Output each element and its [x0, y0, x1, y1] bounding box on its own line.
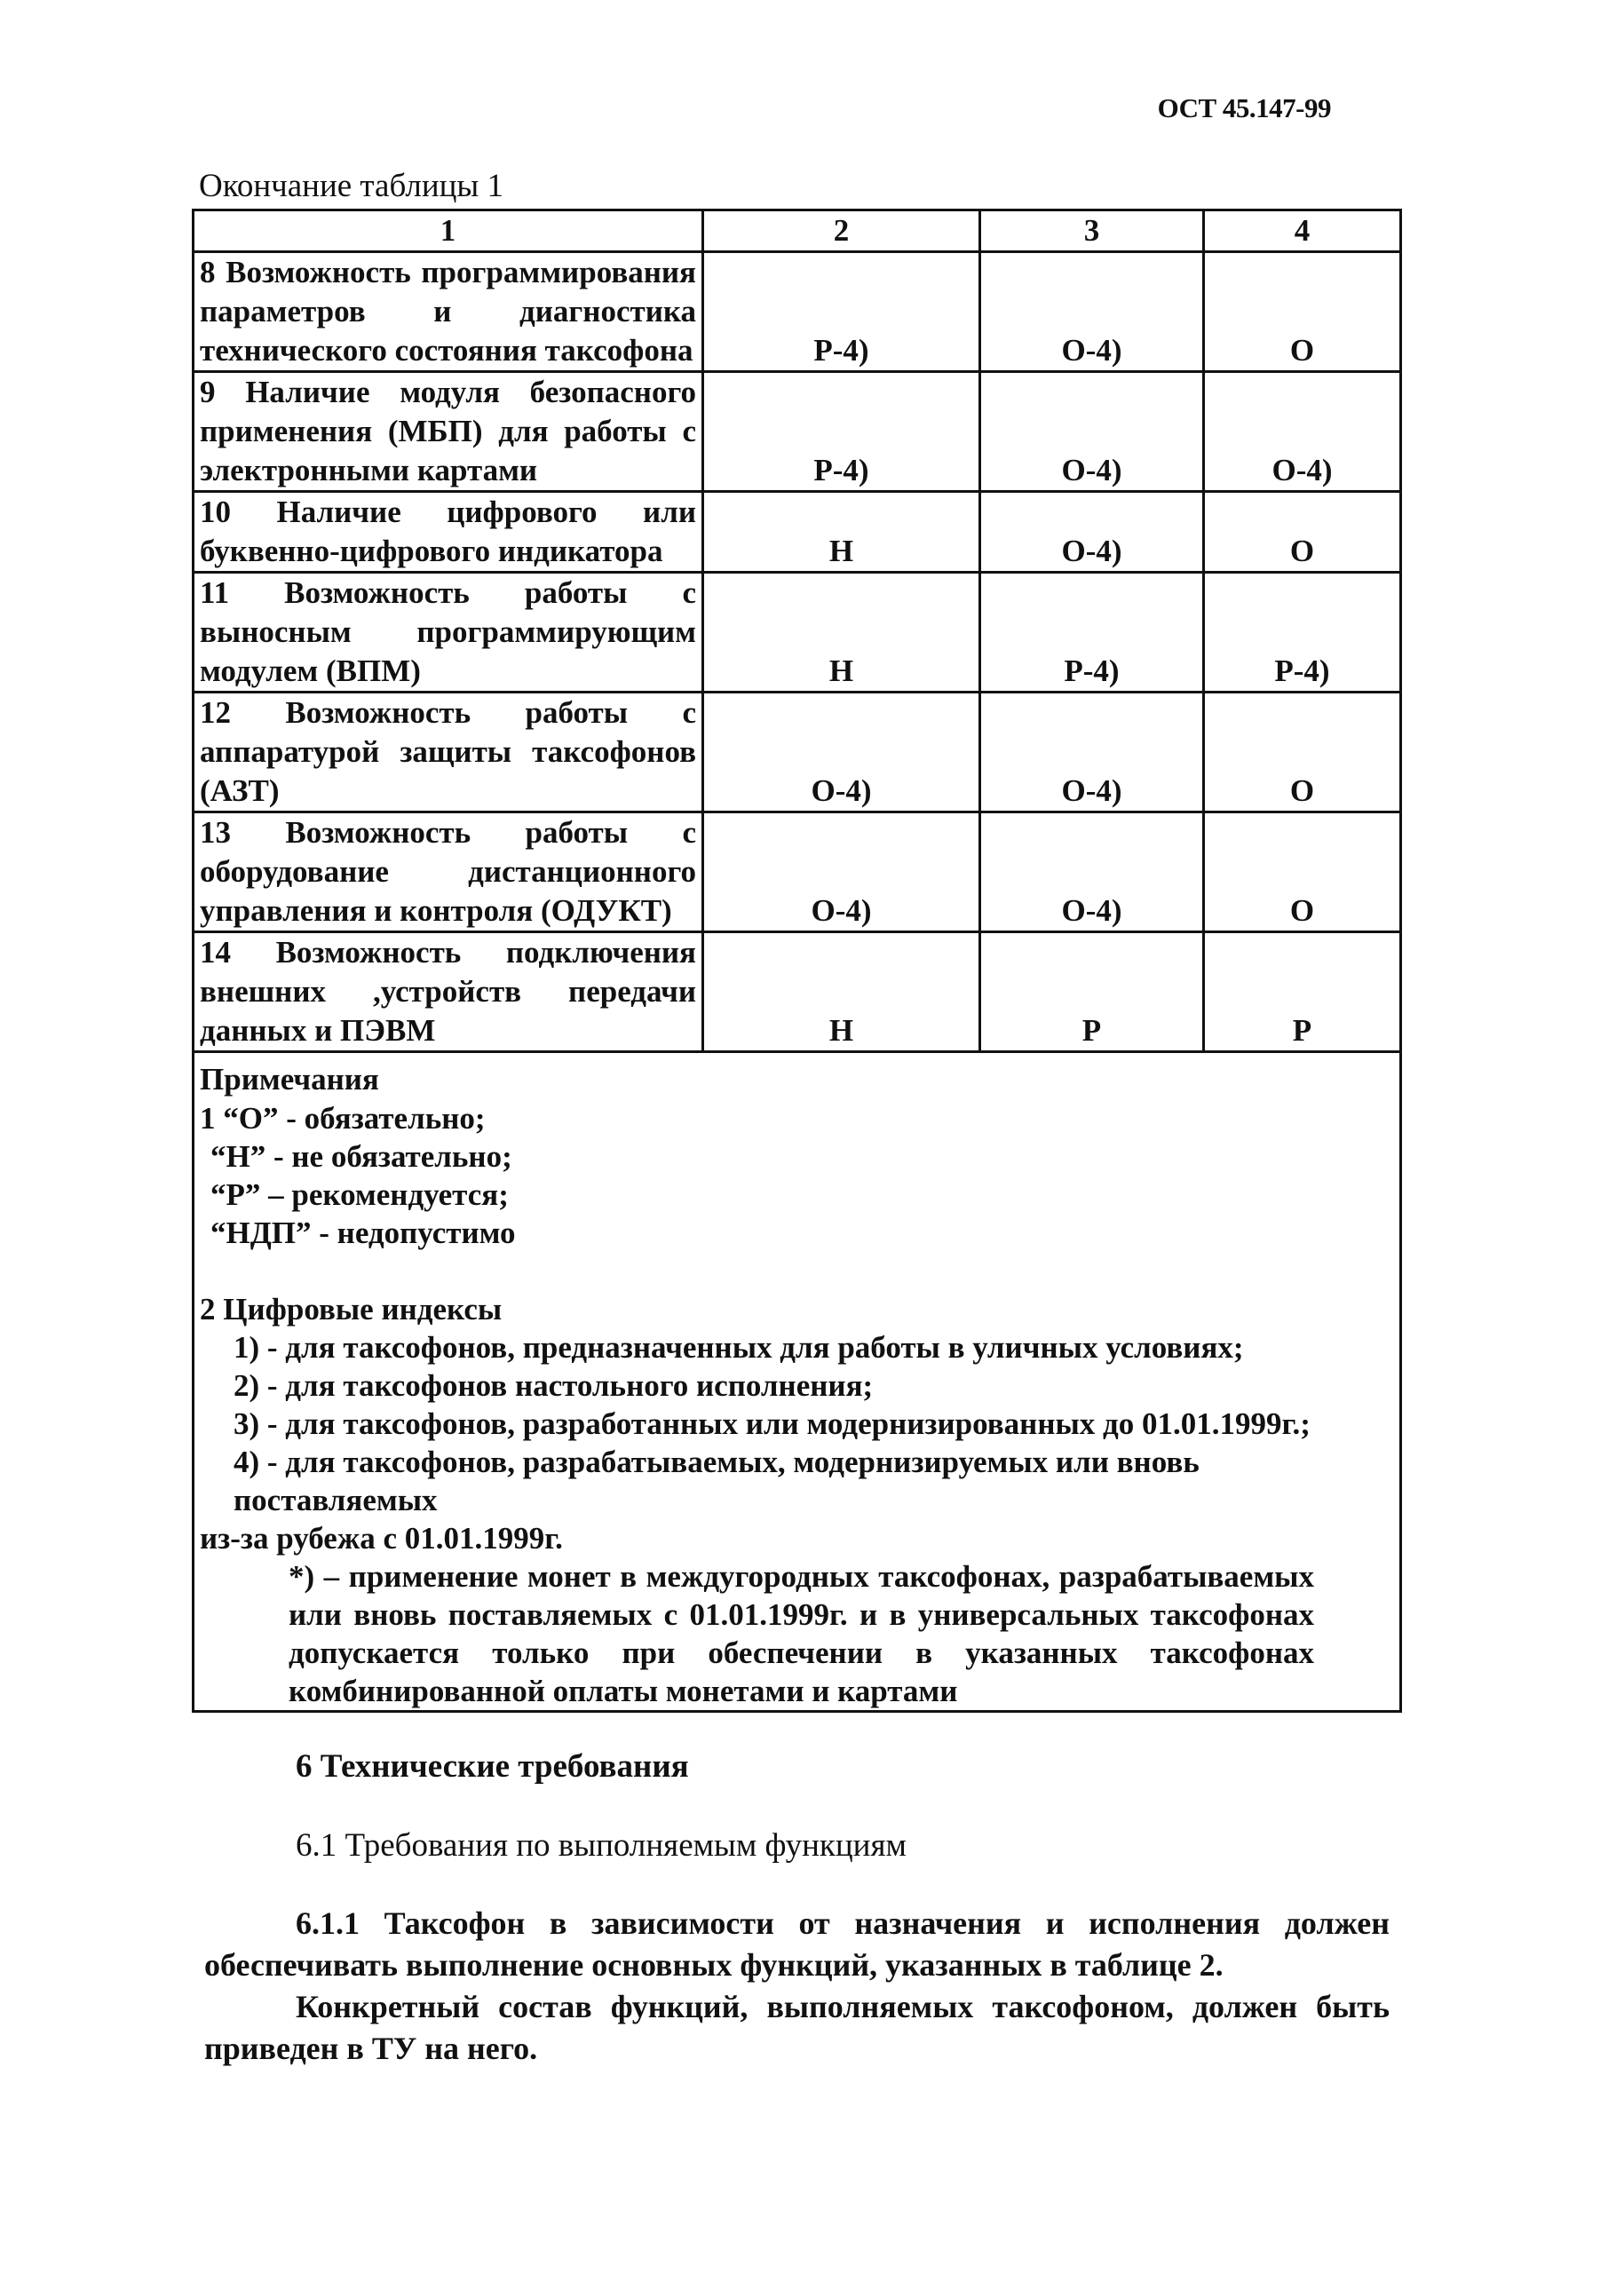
- index-item: 2) - для таксофонов настольного исполнения;: [234, 1368, 874, 1403]
- row-value-col2: О-4): [703, 693, 980, 812]
- row-value-col4: Р-4): [1204, 573, 1401, 693]
- body-text: [204, 1903, 1390, 2070]
- row-value-col3: О-4): [980, 252, 1204, 372]
- legend-item: 1 “О” - обязательно;: [200, 1101, 486, 1136]
- notes-title: Примечания: [200, 1062, 379, 1097]
- row-value-col4: Р: [1204, 932, 1401, 1052]
- paragraph: 6.1.1 Таксофон в зависимости от назначения и исполнения должен обеспечивать выполнение основных функций, указанных в таблице 2.: [204, 1905, 1390, 1983]
- requirements-table: [192, 209, 1402, 1713]
- row-value-col3: Р: [980, 932, 1204, 1052]
- row-value-col3: О-4): [980, 372, 1204, 492]
- index-item-continuation: из-за рубежа с 01.01.1999г.: [200, 1521, 563, 1556]
- column-header-3: 3: [980, 210, 1204, 252]
- row-parameter: 14 Возможность подключения внешних ,устройств передачи данных и ПЭВМ: [194, 932, 703, 1052]
- star-note: *) – применение монет в междугородных таксофонах, разрабатываемых или вновь поставляемых с 01.01.1999г. и в универсальных таксофонах допускается только при обеспечении в указанных таксофонах комбинированной оплаты монетами и картами: [289, 1559, 1314, 1708]
- row-value-col2: О-4): [703, 812, 980, 932]
- index-item: 3) - для таксофонов, разработанных или модернизированных до 01.01.1999г.;: [234, 1406, 1311, 1441]
- row-parameter: 8 Возможность программирования параметров и диагностика технического состояния таксофона: [194, 252, 703, 372]
- row-value-col2: Н: [703, 492, 980, 573]
- table-row: [194, 693, 1401, 812]
- table-header-row: [194, 210, 1401, 252]
- row-value-col3: О-4): [980, 812, 1204, 932]
- row-value-col4: О-4): [1204, 372, 1401, 492]
- row-parameter: 9 Наличие модуля безопасного применения (МБП) для работы с электронными картами: [194, 372, 703, 492]
- column-header-4: 4: [1204, 210, 1401, 252]
- notes-row: [194, 1052, 1401, 1712]
- section-title: 6 Технические требования: [296, 1748, 689, 1785]
- notes-cell: [194, 1052, 1401, 1712]
- row-parameter: 10 Наличие цифрового или буквенно-цифрового индикатора: [194, 492, 703, 573]
- row-value-col2: Р-4): [703, 252, 980, 372]
- legend-item: “Р” – рекомендуется;: [210, 1177, 509, 1212]
- row-value-col3: Р-4): [980, 573, 1204, 693]
- table-caption: Окончание таблицы 1: [199, 168, 504, 204]
- column-header-2: 2: [703, 210, 980, 252]
- index-item: 1) - для таксофонов, предназначенных для работы в уличных условиях;: [234, 1330, 1244, 1365]
- row-parameter: 12 Возможность работы с аппаратурой защиты таксофонов (АЗТ): [194, 693, 703, 812]
- column-header-1: 1: [194, 210, 703, 252]
- row-value-col4: О: [1204, 693, 1401, 812]
- index-title: 2 Цифровые индексы: [200, 1292, 503, 1327]
- document-code: ОСТ 45.147-99: [1157, 92, 1331, 123]
- table-row: [194, 252, 1401, 372]
- row-value-col4: О: [1204, 252, 1401, 372]
- subsection-title: 6.1 Требования по выполняемым функциям: [296, 1827, 907, 1864]
- legend-item: “Н” - не обязательно;: [210, 1139, 512, 1174]
- row-value-col4: О: [1204, 812, 1401, 932]
- row-value-col2: Р-4): [703, 372, 980, 492]
- table-row: [194, 492, 1401, 573]
- row-parameter: 13 Возможность работы с оборудование дистанционного управления и контроля (ОДУКТ): [194, 812, 703, 932]
- row-value-col4: О: [1204, 492, 1401, 573]
- table-row: [194, 932, 1401, 1052]
- table-row: [194, 812, 1401, 932]
- row-parameter: 11 Возможность работы с выносным программирующим модулем (ВПМ): [194, 573, 703, 693]
- table-row: [194, 573, 1401, 693]
- row-value-col3: О-4): [980, 693, 1204, 812]
- table-row: [194, 372, 1401, 492]
- legend-item: “НДП” - недопустимо: [210, 1216, 516, 1250]
- row-value-col2: Н: [703, 932, 980, 1052]
- row-value-col3: О-4): [980, 492, 1204, 573]
- paragraph: Конкретный состав функций, выполняемых таксофоном, должен быть приведен в ТУ на него.: [204, 1989, 1390, 2066]
- row-value-col2: Н: [703, 573, 980, 693]
- index-item: 4) - для таксофонов, разрабатываемых, модернизируемых или вновь поставляемых: [234, 1445, 1200, 1517]
